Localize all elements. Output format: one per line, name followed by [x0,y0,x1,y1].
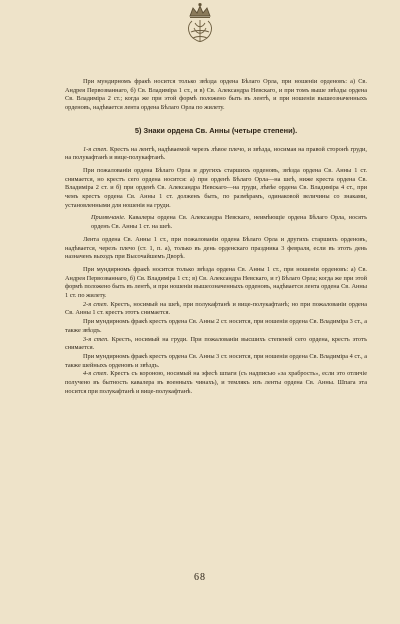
degree-3-label: 3-я степ. [83,335,109,343]
degree-1-text: Крестъ на лентѣ, надѣваемой черезъ лѣвое плечо, и звѣзда, носимая на правой сторонѣ груди, на полукафтанѣ и вице-полукафтанѣ. [65,145,368,162]
paragraph-senior-orders: При пожалованіи ордена Бѣлаго Орла и другихъ старшихъ орденовъ, звѣзда ордена Св. Анны 1 ст. снимается, но крестъ сего ордена носится: а) при орденѣ Бѣлаго Орла—на шеѣ, ниже креста ордена Св. Владиміра 2 ст. и б) при орденѣ Св. Александра Невскаго—на груди, лѣвѣе ордена Св. Владиміра 4 ст., при чемъ крестъ ордена Св. Анны 1 ст. долженъ быть, по размѣрамъ, одинаковой величины со знаками, установленными для ношенія на груди. [65,166,367,209]
page-number: 68 [194,572,206,583]
page-body-text [65,78,367,397]
paragraph-degree-3 [65,336,367,353]
paragraph-fraque-anna-3: При мундирномъ фракѣ крестъ ордена Св. Анны 3 ст. носится, при ношеніи ордена Св. Владиміра 4 ст., а также шейныхъ орденовъ и звѣздъ. [65,352,367,369]
note-label: Примѣчаніе. [91,214,126,222]
degree-2-label: 2-я степ. [83,300,109,308]
degree-3-text: Крестъ, носимый на груди. При пожалованіи высшихъ степеней сего ордена, крестъ этотъ снимается. [65,335,368,352]
paragraph-fraque-anna-2: При мундирномъ фракѣ крестъ ордена Св. Анны 2 ст. носится, при ношеніи ордена Св. Владиміра 3 ст., а также звѣздъ. [65,318,367,334]
degree-2-text: Крестъ, носимый на шеѣ, при полукафтанѣ и вице-полукафтанѣ; но при пожалованіи ордена Св. Анны 1 ст. крестъ этотъ снимается. [65,300,368,317]
paragraph-ribbon: Лента ордена Св. Анны 1 ст., при пожалованіи ордена Бѣлаго Орла и другихъ старшихъ орденовъ, надѣвается, черезъ плечо (ст. 1, п. а), только въ день орденскаго праздника 3 февраля, если въ этотъ день назначенъ выходъ при Высочайшемъ Дворѣ. [65,235,367,261]
note-text: Кавалеры ордена Св. Александра Невскаго, неимѣющіе ордена Бѣлаго Орла, носятъ орденъ Св. Анны 1 ст. на шеѣ. [91,214,367,231]
paragraph-degree-2 [65,301,367,318]
degree-1-label: 1-я степ. [83,145,108,153]
paragraph-degree-4 [65,370,367,396]
degree-4-text: Крестъ съ короною, носимый на эфесѣ шпаги (съ надписью «за храбрость», если это отличіе получено въ бытность кавалера въ военныхъ чинахъ), и темлякъ изъ ленты ордена Св. Анны. Шпага эта носится при полукафтанѣ и вице-полукафтанѣ. [65,370,367,395]
paragraph-fraque-anna-1: При мундирномъ фракѣ носится только звѣзда ордена Св. Анны 1 ст., при ношеніи орденовъ: а) Св. Андрея Первозваннаго, б) Св. Владиміра 1 ст.; в) Св. Александра Невскаго, и г) Бѣлаго Орла; когда же при этой формѣ положено быть въ лентѣ, и при ношеніи вышеозначенныхъ орденовъ, надѣвается лента ордена Св. Анны 1 ст. по жилету. [65,265,367,300]
section-heading: 5) Знаки ордена Св. Анны (четыре степени). [134,125,298,135]
paragraph-note [65,214,367,231]
degree-4-label: 4-я степ. [83,370,109,378]
paragraph-fraque-white-eagle: При мундирномъ фракѣ носится только звѣзда ордена Бѣлаго Орла, при ношеніи орденовъ: а) Св. Андрея Первозваннаго, б) Св. Владиміра 1 ст., и в) Св. Александра Невскаго, и при томъ выше звѣзды ордена Св. Владиміра 2 ст.; когда же при этой формѣ положено быть въ лентѣ, и при ношеніи вышеозначенныхъ орденовъ, надѣвается лента ордена Бѣлаго Орла по жилету. [65,78,367,112]
paragraph-degree-1 [65,146,367,163]
imperial-crown-monogram-icon [178,2,222,46]
